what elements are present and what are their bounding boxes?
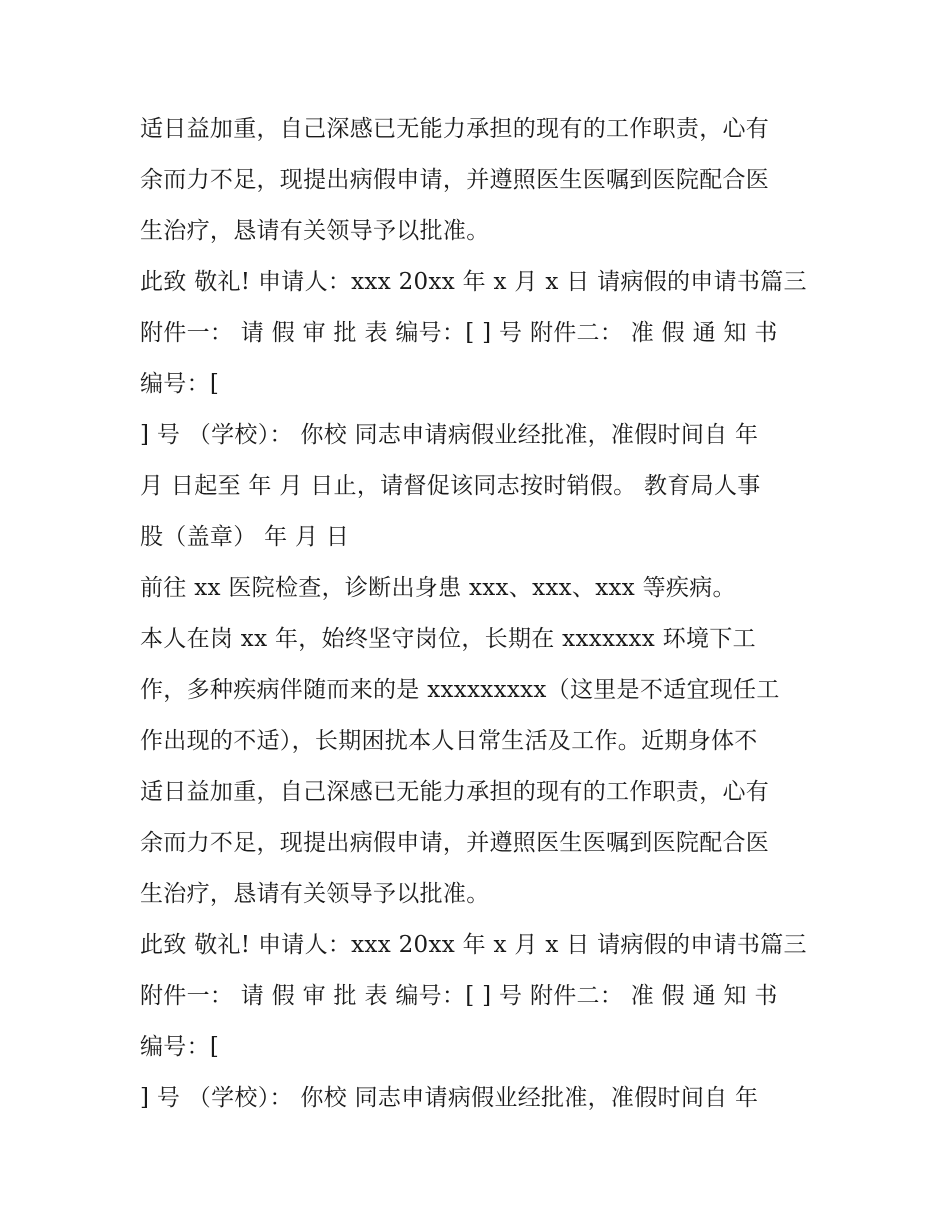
text-line: 此致 敬礼! 申请人：xxx 20xx 年 x 月 x 日 请病假的申请书篇三 <box>140 269 807 295</box>
text-line: 作出现的不适），长期困扰本人日常生活及工作。近期身体不 <box>140 728 758 754</box>
text-line: 附件一： 请 假 审 批 表 编号：[ ] 号 附件二： 准 假 通 知 书 <box>140 320 778 346</box>
text-line: 股（盖章） 年 月 日 <box>140 524 350 550</box>
text-line: 余而力不足，现提出病假申请，并遵照医生医嘱到医院配合医 <box>140 830 770 856</box>
text-line: 适日益加重，自己深感已无能力承担的现有的工作职责，心有 <box>140 116 770 142</box>
text-line: 生治疗，恳请有关领导予以批准。 <box>140 881 490 907</box>
text-line: 月 日起至 年 月 日止，请督促该同志按时销假。 教育局人事 <box>140 473 761 499</box>
text-line: 作，多种疾病伴随而来的是 xxxxxxxxx（这里是不适宜现任工 <box>140 677 780 703</box>
text-line: ] 号 （学校）： 你校 同志申请病假业经批准，准假时间自 年 <box>140 1085 759 1111</box>
text-line: ] 号 （学校）： 你校 同志申请病假业经批准，准假时间自 年 <box>140 422 759 448</box>
text-line: 适日益加重，自己深感已无能力承担的现有的工作职责，心有 <box>140 779 770 805</box>
text-line: 此致 敬礼! 申请人：xxx 20xx 年 x 月 x 日 请病假的申请书篇三 <box>140 932 807 958</box>
text-line: 余而力不足，现提出病假申请，并遵照医生医嘱到医院配合医 <box>140 167 770 193</box>
text-line: 生治疗，恳请有关领导予以批准。 <box>140 218 490 244</box>
text-line: 前往 xx 医院检查，诊断出身患 xxx、xxx、xxx 等疾病。 <box>140 575 736 601</box>
text-line: 附件一： 请 假 审 批 表 编号：[ ] 号 附件二： 准 假 通 知 书 <box>140 983 778 1009</box>
text-line: 本人在岗 xx 年，始终坚守岗位，长期在 xxxxxxx 环境下工 <box>140 626 756 652</box>
text-line: 编号：[ <box>140 1034 220 1060</box>
text-line: 编号：[ <box>140 371 220 397</box>
